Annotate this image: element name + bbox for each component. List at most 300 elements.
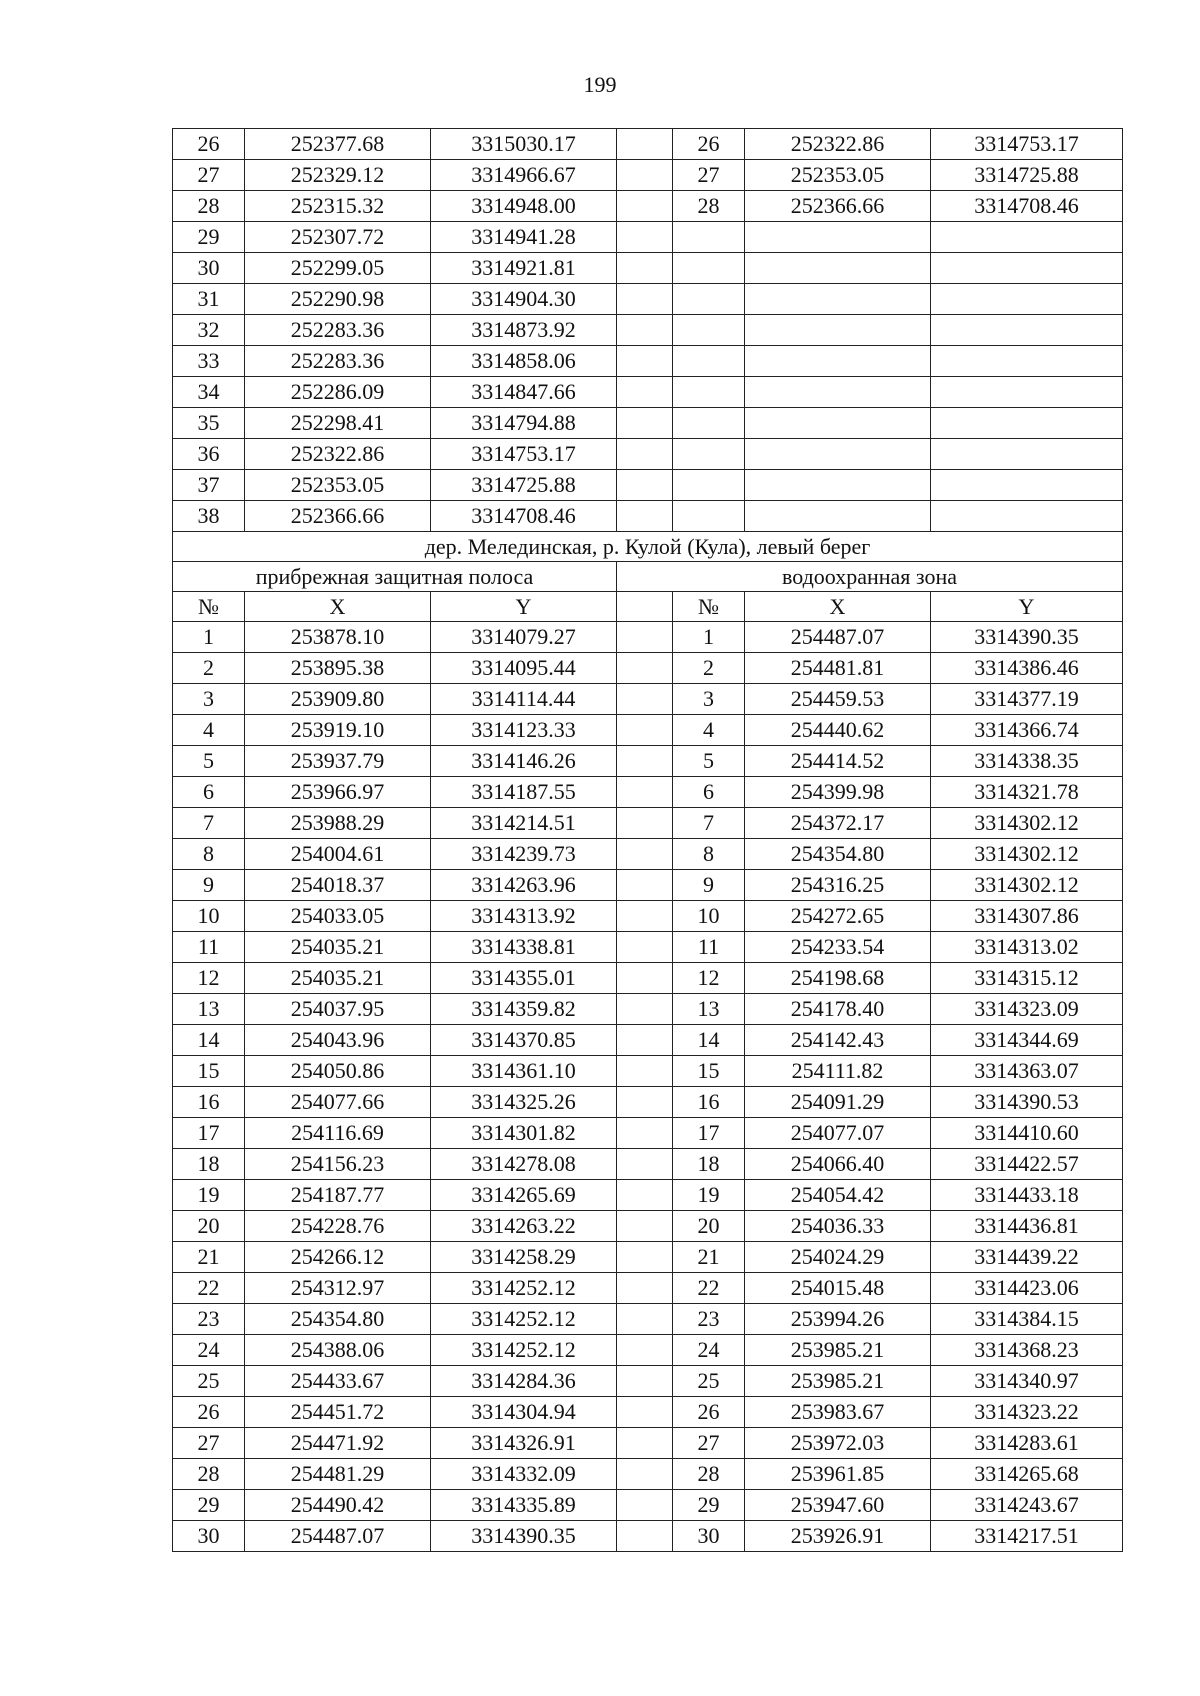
right-x-coordinate	[745, 315, 931, 346]
gap-cell	[617, 222, 673, 253]
right-y-coordinate: 3314377.19	[931, 684, 1123, 715]
left-point-number: 20	[173, 1211, 245, 1242]
left-y-coordinate: 3314794.88	[431, 408, 617, 439]
right-y-coordinate: 3314323.09	[931, 994, 1123, 1025]
right-point-number: 24	[673, 1335, 745, 1366]
left-y-coordinate: 3314123.33	[431, 715, 617, 746]
left-x-coordinate: 254433.67	[245, 1366, 431, 1397]
right-point-number: 7	[673, 808, 745, 839]
left-y-coordinate: 3314301.82	[431, 1118, 617, 1149]
left-point-number: 9	[173, 870, 245, 901]
right-x-coordinate	[745, 470, 931, 501]
left-x-coordinate: 252299.05	[245, 253, 431, 284]
right-y-coordinate: 3314243.67	[931, 1490, 1123, 1521]
table-row	[173, 284, 1123, 315]
table-row	[173, 1304, 1123, 1335]
right-x-coordinate: 254178.40	[745, 994, 931, 1025]
right-x-coordinate: 254487.07	[745, 622, 931, 653]
right-point-number: 4	[673, 715, 745, 746]
left-point-number: 26	[173, 129, 245, 160]
left-x-coordinate: 254050.86	[245, 1056, 431, 1087]
left-x-coordinate: 254266.12	[245, 1242, 431, 1273]
table-row	[173, 870, 1123, 901]
table-row	[173, 408, 1123, 439]
left-y-coordinate: 3314335.89	[431, 1490, 617, 1521]
right-y-coordinate: 3314302.12	[931, 808, 1123, 839]
left-x-coordinate: 253919.10	[245, 715, 431, 746]
left-x-coordinate: 254156.23	[245, 1149, 431, 1180]
right-point-number: 17	[673, 1118, 745, 1149]
right-point-number	[673, 346, 745, 377]
left-point-number: 31	[173, 284, 245, 315]
right-y-coordinate	[931, 222, 1123, 253]
left-col-x-header: X	[245, 592, 431, 622]
right-x-coordinate	[745, 346, 931, 377]
gap-cell	[617, 1428, 673, 1459]
table-row	[173, 222, 1123, 253]
gap-cell	[617, 684, 673, 715]
right-x-coordinate: 254414.52	[745, 746, 931, 777]
right-y-coordinate	[931, 470, 1123, 501]
right-y-coordinate: 3314725.88	[931, 160, 1123, 191]
table-row	[173, 715, 1123, 746]
table-row	[173, 1118, 1123, 1149]
left-point-number: 4	[173, 715, 245, 746]
page-number: 199	[583, 72, 617, 97]
left-y-coordinate: 3314873.92	[431, 315, 617, 346]
table-row	[173, 1397, 1123, 1428]
right-x-coordinate: 254091.29	[745, 1087, 931, 1118]
right-x-coordinate: 252353.05	[745, 160, 931, 191]
right-col-y-header: Y	[931, 592, 1123, 622]
left-point-number: 28	[173, 191, 245, 222]
table-row	[173, 963, 1123, 994]
right-point-number: 25	[673, 1366, 745, 1397]
left-point-number: 6	[173, 777, 245, 808]
left-point-number: 21	[173, 1242, 245, 1273]
table-row	[173, 1242, 1123, 1273]
right-point-number: 27	[673, 1428, 745, 1459]
gap-cell	[617, 1335, 673, 1366]
gap-cell	[617, 746, 673, 777]
gap-cell	[617, 653, 673, 684]
left-x-coordinate: 254388.06	[245, 1335, 431, 1366]
right-x-coordinate	[745, 501, 931, 532]
gap-cell	[617, 377, 673, 408]
right-point-number: 26	[673, 1397, 745, 1428]
left-x-coordinate: 254451.72	[245, 1397, 431, 1428]
left-y-coordinate: 3314146.26	[431, 746, 617, 777]
left-y-coordinate: 3314214.51	[431, 808, 617, 839]
right-x-coordinate	[745, 439, 931, 470]
left-y-coordinate: 3314278.08	[431, 1149, 617, 1180]
right-x-coordinate: 254440.62	[745, 715, 931, 746]
table-row	[173, 1459, 1123, 1490]
bottom-block	[173, 622, 1123, 1552]
right-x-coordinate: 254054.42	[745, 1180, 931, 1211]
gap-cell	[617, 932, 673, 963]
right-x-coordinate	[745, 253, 931, 284]
table-row	[173, 191, 1123, 222]
right-x-coordinate: 253947.60	[745, 1490, 931, 1521]
left-point-number: 1	[173, 622, 245, 653]
table-row	[173, 994, 1123, 1025]
table-row	[173, 1025, 1123, 1056]
right-y-coordinate: 3314313.02	[931, 932, 1123, 963]
right-y-coordinate: 3314217.51	[931, 1521, 1123, 1552]
left-y-coordinate: 3314941.28	[431, 222, 617, 253]
left-point-number: 19	[173, 1180, 245, 1211]
right-point-number: 9	[673, 870, 745, 901]
gap-cell	[617, 592, 673, 622]
left-y-coordinate: 3314361.10	[431, 1056, 617, 1087]
right-x-coordinate: 254015.48	[745, 1273, 931, 1304]
gap-cell	[617, 1459, 673, 1490]
table-row	[173, 1149, 1123, 1180]
left-y-coordinate: 3314263.96	[431, 870, 617, 901]
left-point-number: 3	[173, 684, 245, 715]
right-x-coordinate	[745, 222, 931, 253]
gap-cell	[617, 253, 673, 284]
right-x-coordinate: 254066.40	[745, 1149, 931, 1180]
right-y-coordinate: 3314340.97	[931, 1366, 1123, 1397]
left-x-coordinate: 252283.36	[245, 346, 431, 377]
coordinates-table	[172, 128, 1123, 1552]
table-row	[173, 439, 1123, 470]
table-row	[173, 346, 1123, 377]
left-x-coordinate: 253988.29	[245, 808, 431, 839]
table-row	[173, 1180, 1123, 1211]
right-x-coordinate: 253994.26	[745, 1304, 931, 1335]
right-x-coordinate	[745, 284, 931, 315]
gap-cell	[617, 1087, 673, 1118]
gap-cell	[617, 715, 673, 746]
table-row	[173, 501, 1123, 532]
table-row	[173, 808, 1123, 839]
left-y-coordinate: 3314325.26	[431, 1087, 617, 1118]
right-y-coordinate: 3314302.12	[931, 870, 1123, 901]
right-y-coordinate: 3314708.46	[931, 191, 1123, 222]
left-point-number: 26	[173, 1397, 245, 1428]
right-point-number: 5	[673, 746, 745, 777]
left-y-coordinate: 3315030.17	[431, 129, 617, 160]
right-y-coordinate: 3314390.53	[931, 1087, 1123, 1118]
right-point-number: 15	[673, 1056, 745, 1087]
table-row	[173, 1211, 1123, 1242]
left-y-coordinate: 3314263.22	[431, 1211, 617, 1242]
left-point-number: 15	[173, 1056, 245, 1087]
left-y-coordinate: 3314966.67	[431, 160, 617, 191]
left-y-coordinate: 3314725.88	[431, 470, 617, 501]
left-y-coordinate: 3314858.06	[431, 346, 617, 377]
right-y-coordinate: 3314338.35	[931, 746, 1123, 777]
table-row	[173, 1521, 1123, 1552]
left-point-number: 29	[173, 1490, 245, 1521]
right-point-number: 1	[673, 622, 745, 653]
right-y-coordinate: 3314423.06	[931, 1273, 1123, 1304]
right-y-coordinate	[931, 408, 1123, 439]
left-y-coordinate: 3314284.36	[431, 1366, 617, 1397]
table-row	[173, 901, 1123, 932]
left-point-number: 27	[173, 1428, 245, 1459]
left-y-coordinate: 3314921.81	[431, 253, 617, 284]
right-x-coordinate: 254142.43	[745, 1025, 931, 1056]
left-y-coordinate: 3314252.12	[431, 1273, 617, 1304]
left-x-coordinate: 254490.42	[245, 1490, 431, 1521]
right-x-coordinate: 254111.82	[745, 1056, 931, 1087]
right-point-number: 3	[673, 684, 745, 715]
left-x-coordinate: 254043.96	[245, 1025, 431, 1056]
left-y-coordinate: 3314265.69	[431, 1180, 617, 1211]
right-point-number: 16	[673, 1087, 745, 1118]
right-point-number: 10	[673, 901, 745, 932]
left-y-coordinate: 3314847.66	[431, 377, 617, 408]
left-point-number: 37	[173, 470, 245, 501]
right-point-number: 13	[673, 994, 745, 1025]
right-point-number: 11	[673, 932, 745, 963]
right-point-number: 28	[673, 191, 745, 222]
gap-cell	[617, 777, 673, 808]
left-y-coordinate: 3314332.09	[431, 1459, 617, 1490]
left-x-coordinate: 254187.77	[245, 1180, 431, 1211]
table-row	[173, 777, 1123, 808]
right-y-coordinate	[931, 377, 1123, 408]
left-y-coordinate: 3314313.92	[431, 901, 617, 932]
gap-cell	[617, 315, 673, 346]
left-point-number: 36	[173, 439, 245, 470]
right-point-number: 28	[673, 1459, 745, 1490]
gap-cell	[617, 870, 673, 901]
left-point-number: 27	[173, 160, 245, 191]
right-point-number	[673, 439, 745, 470]
gap-cell	[617, 284, 673, 315]
left-y-coordinate: 3314187.55	[431, 777, 617, 808]
left-x-coordinate: 254018.37	[245, 870, 431, 901]
right-y-coordinate: 3314315.12	[931, 963, 1123, 994]
gap-cell	[617, 839, 673, 870]
left-x-coordinate: 254487.07	[245, 1521, 431, 1552]
left-point-number: 17	[173, 1118, 245, 1149]
table-row	[173, 1428, 1123, 1459]
left-x-coordinate: 254037.95	[245, 994, 431, 1025]
left-point-number: 7	[173, 808, 245, 839]
right-x-coordinate: 254077.07	[745, 1118, 931, 1149]
left-x-coordinate: 253878.10	[245, 622, 431, 653]
left-point-number: 33	[173, 346, 245, 377]
gap-cell	[617, 1118, 673, 1149]
gap-cell	[617, 1490, 673, 1521]
right-y-coordinate: 3314410.60	[931, 1118, 1123, 1149]
right-point-number	[673, 315, 745, 346]
right-point-number	[673, 222, 745, 253]
left-point-number: 35	[173, 408, 245, 439]
gap-cell	[617, 1304, 673, 1335]
gap-cell	[617, 129, 673, 160]
column-header-row	[173, 592, 1123, 622]
left-point-number: 25	[173, 1366, 245, 1397]
left-x-coordinate: 254116.69	[245, 1118, 431, 1149]
table-row	[173, 1087, 1123, 1118]
table-row	[173, 839, 1123, 870]
left-point-number: 2	[173, 653, 245, 684]
right-y-coordinate	[931, 315, 1123, 346]
left-x-coordinate: 252315.32	[245, 191, 431, 222]
left-x-coordinate: 252322.86	[245, 439, 431, 470]
right-x-coordinate: 253926.91	[745, 1521, 931, 1552]
table-row	[173, 1335, 1123, 1366]
right-x-coordinate: 254354.80	[745, 839, 931, 870]
table-row	[173, 653, 1123, 684]
table-row	[173, 1490, 1123, 1521]
right-x-coordinate: 254481.81	[745, 653, 931, 684]
right-y-coordinate: 3314363.07	[931, 1056, 1123, 1087]
right-x-coordinate: 254272.65	[745, 901, 931, 932]
left-x-coordinate: 252377.68	[245, 129, 431, 160]
right-y-coordinate	[931, 346, 1123, 377]
right-x-coordinate: 254198.68	[745, 963, 931, 994]
left-x-coordinate: 253937.79	[245, 746, 431, 777]
right-point-number	[673, 253, 745, 284]
left-y-coordinate: 3314708.46	[431, 501, 617, 532]
right-y-coordinate: 3314321.78	[931, 777, 1123, 808]
table-row	[173, 1366, 1123, 1397]
right-y-coordinate	[931, 501, 1123, 532]
left-y-coordinate: 3314948.00	[431, 191, 617, 222]
right-y-coordinate: 3314368.23	[931, 1335, 1123, 1366]
left-point-number: 28	[173, 1459, 245, 1490]
right-x-coordinate: 253985.21	[745, 1335, 931, 1366]
right-point-number	[673, 408, 745, 439]
gap-cell	[617, 901, 673, 932]
right-y-coordinate: 3314265.68	[931, 1459, 1123, 1490]
left-x-coordinate: 252290.98	[245, 284, 431, 315]
left-x-coordinate: 254077.66	[245, 1087, 431, 1118]
right-point-number: 27	[673, 160, 745, 191]
gap-cell	[617, 439, 673, 470]
right-point-number: 2	[673, 653, 745, 684]
left-x-coordinate: 253909.80	[245, 684, 431, 715]
left-point-number: 23	[173, 1304, 245, 1335]
right-x-coordinate: 253983.67	[745, 1397, 931, 1428]
left-point-number: 5	[173, 746, 245, 777]
right-point-number: 19	[673, 1180, 745, 1211]
gap-cell	[617, 1397, 673, 1428]
left-y-coordinate: 3314370.85	[431, 1025, 617, 1056]
left-x-coordinate: 254471.92	[245, 1428, 431, 1459]
right-y-coordinate: 3314366.74	[931, 715, 1123, 746]
left-x-coordinate: 253895.38	[245, 653, 431, 684]
right-point-number: 6	[673, 777, 745, 808]
table-row	[173, 315, 1123, 346]
left-point-number: 12	[173, 963, 245, 994]
left-x-coordinate: 252283.36	[245, 315, 431, 346]
left-x-coordinate: 254035.21	[245, 963, 431, 994]
right-y-coordinate	[931, 439, 1123, 470]
left-point-number: 10	[173, 901, 245, 932]
right-x-coordinate: 254316.25	[745, 870, 931, 901]
right-y-coordinate	[931, 253, 1123, 284]
table-row	[173, 253, 1123, 284]
right-x-coordinate: 253972.03	[745, 1428, 931, 1459]
right-point-number	[673, 470, 745, 501]
right-x-coordinate: 252366.66	[745, 191, 931, 222]
gap-cell	[617, 1242, 673, 1273]
right-point-number: 22	[673, 1273, 745, 1304]
right-col-no-header: №	[673, 592, 745, 622]
right-y-coordinate: 3314422.57	[931, 1149, 1123, 1180]
left-point-number: 34	[173, 377, 245, 408]
table-row	[173, 932, 1123, 963]
table-row	[173, 129, 1123, 160]
left-x-coordinate: 252353.05	[245, 470, 431, 501]
right-point-number: 26	[673, 129, 745, 160]
left-x-coordinate: 252329.12	[245, 160, 431, 191]
table-row	[173, 746, 1123, 777]
gap-cell	[617, 963, 673, 994]
left-x-coordinate: 252286.09	[245, 377, 431, 408]
right-y-coordinate: 3314390.35	[931, 622, 1123, 653]
right-y-coordinate: 3314386.46	[931, 653, 1123, 684]
left-point-number: 11	[173, 932, 245, 963]
right-x-coordinate	[745, 377, 931, 408]
left-y-coordinate: 3314239.73	[431, 839, 617, 870]
right-point-number: 20	[673, 1211, 745, 1242]
left-x-coordinate: 252298.41	[245, 408, 431, 439]
table-row	[173, 1056, 1123, 1087]
right-point-number: 18	[673, 1149, 745, 1180]
left-point-number: 13	[173, 994, 245, 1025]
left-point-number: 38	[173, 501, 245, 532]
water-protection-zone-heading: водоохранная зона	[617, 562, 1123, 592]
gap-cell	[617, 1211, 673, 1242]
right-y-coordinate: 3314283.61	[931, 1428, 1123, 1459]
left-y-coordinate: 3314338.81	[431, 932, 617, 963]
right-point-number: 14	[673, 1025, 745, 1056]
left-y-coordinate: 3314390.35	[431, 1521, 617, 1552]
left-point-number: 32	[173, 315, 245, 346]
table-row	[173, 377, 1123, 408]
left-col-y-header: Y	[431, 592, 617, 622]
top-block	[173, 129, 1123, 532]
right-x-coordinate: 254024.29	[745, 1242, 931, 1273]
gap-cell	[617, 160, 673, 191]
left-x-coordinate: 252366.66	[245, 501, 431, 532]
right-y-coordinate: 3314433.18	[931, 1180, 1123, 1211]
left-y-coordinate: 3314326.91	[431, 1428, 617, 1459]
left-x-coordinate: 254481.29	[245, 1459, 431, 1490]
right-x-coordinate: 254036.33	[745, 1211, 931, 1242]
left-y-coordinate: 3314252.12	[431, 1304, 617, 1335]
gap-cell	[617, 408, 673, 439]
right-y-coordinate: 3314307.86	[931, 901, 1123, 932]
right-x-coordinate: 254399.98	[745, 777, 931, 808]
table-row	[173, 470, 1123, 501]
gap-cell	[617, 808, 673, 839]
gap-cell	[617, 994, 673, 1025]
gap-cell	[617, 1180, 673, 1211]
gap-cell	[617, 1273, 673, 1304]
table-row	[173, 160, 1123, 191]
left-point-number: 24	[173, 1335, 245, 1366]
left-x-coordinate: 254004.61	[245, 839, 431, 870]
right-point-number: 30	[673, 1521, 745, 1552]
right-y-coordinate: 3314323.22	[931, 1397, 1123, 1428]
section-header	[173, 532, 1123, 622]
left-y-coordinate: 3314753.17	[431, 439, 617, 470]
left-y-coordinate: 3314258.29	[431, 1242, 617, 1273]
right-y-coordinate: 3314384.15	[931, 1304, 1123, 1335]
gap-cell	[617, 1025, 673, 1056]
